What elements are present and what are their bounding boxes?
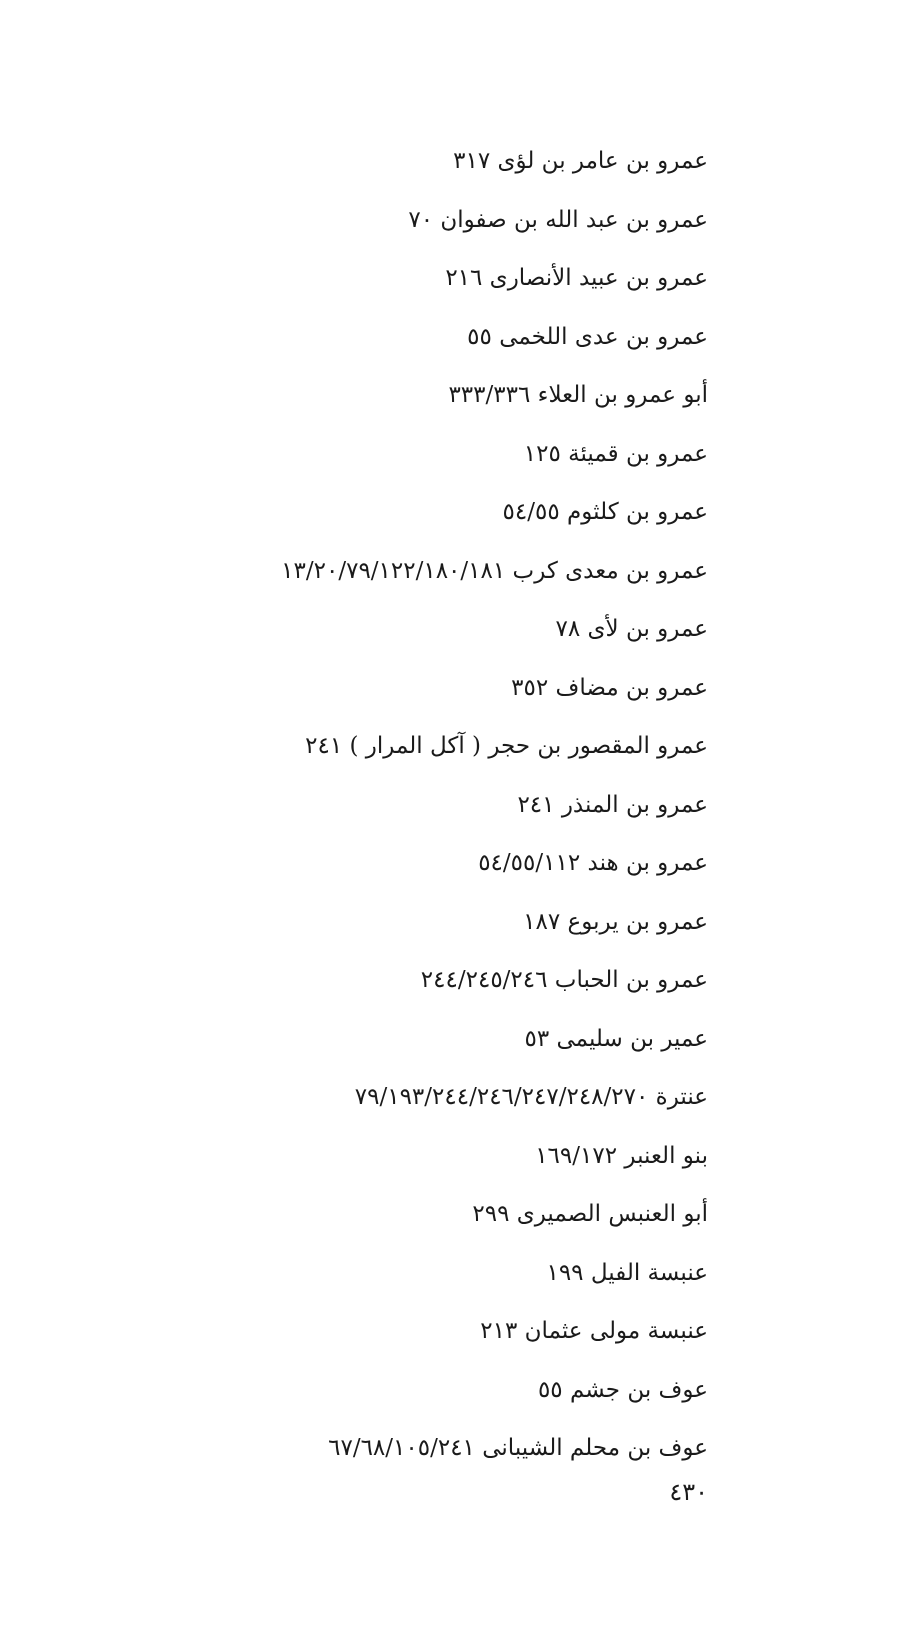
index-entry: عنترة ٧٩/١٩٣/٢٤٤/٢٤٦/٢٤٧/٢٤٨/٢٧٠	[354, 1084, 708, 1110]
index-entry: عمرو بن هند ٥٤/٥٥/١١٢	[478, 850, 708, 876]
index-entry: عمير بن سليمى ٥٣	[524, 1025, 708, 1052]
index-entry: بنو العنبر ١٦٩/١٧٢	[535, 1142, 708, 1169]
index-entry: عمرو بن كلثوم ٥٤/٥٥	[502, 499, 708, 525]
index-entry: عمرو بن معدى كرب ١٣/٢٠/٧٩/١٢٢/١٨٠/١٨١	[281, 557, 708, 584]
index-entry: عمرو بن مضاف ٣٥٢	[511, 674, 708, 701]
index-entry: عوف بن محلم الشيبانى ٦٧/٦٨/١٠٥/٢٤١	[328, 1435, 708, 1461]
index-entry: أبو عمرو بن العلاء ٣٣٣/٣٣٦	[448, 382, 708, 408]
index-entry-list	[88, 141, 708, 1487]
index-entry: عنبسة مولى عثمان ٢١٣	[480, 1318, 708, 1344]
index-entry: عمرو بن الحباب ٢٤٤/٢٤٥/٢٤٦	[420, 967, 708, 993]
index-entry: عمرو بن عامر بن لؤى ٣١٧	[453, 148, 708, 174]
index-entry: عمرو بن المنذر ٢٤١	[517, 791, 708, 818]
index-entry: أبو العنبس الصميرى ٢٩٩	[472, 1201, 708, 1227]
index-entry: عمرو بن عبيد الأنصارى ٢١٦	[445, 265, 708, 291]
page-number: ٤٣٠	[669, 1478, 708, 1506]
index-entry: عمرو بن قميئة ١٢٥	[523, 440, 708, 467]
index-entry: عمرو بن يربوع ١٨٧	[523, 908, 708, 935]
index-entry: عوف بن جشم ٥٥	[537, 1376, 708, 1403]
index-entry: عمرو المقصور بن حجر ( آكل المرار ) ٢٤١	[305, 733, 708, 759]
index-entry: عنبسة الفيل ١٩٩	[546, 1259, 708, 1286]
index-entry: عمرو بن لأى ٧٨	[555, 616, 708, 642]
index-entry: عمرو بن عبد الله بن صفوان ٧٠	[408, 206, 708, 233]
index-entry: عمرو بن عدى اللخمى ٥٥	[467, 323, 708, 350]
